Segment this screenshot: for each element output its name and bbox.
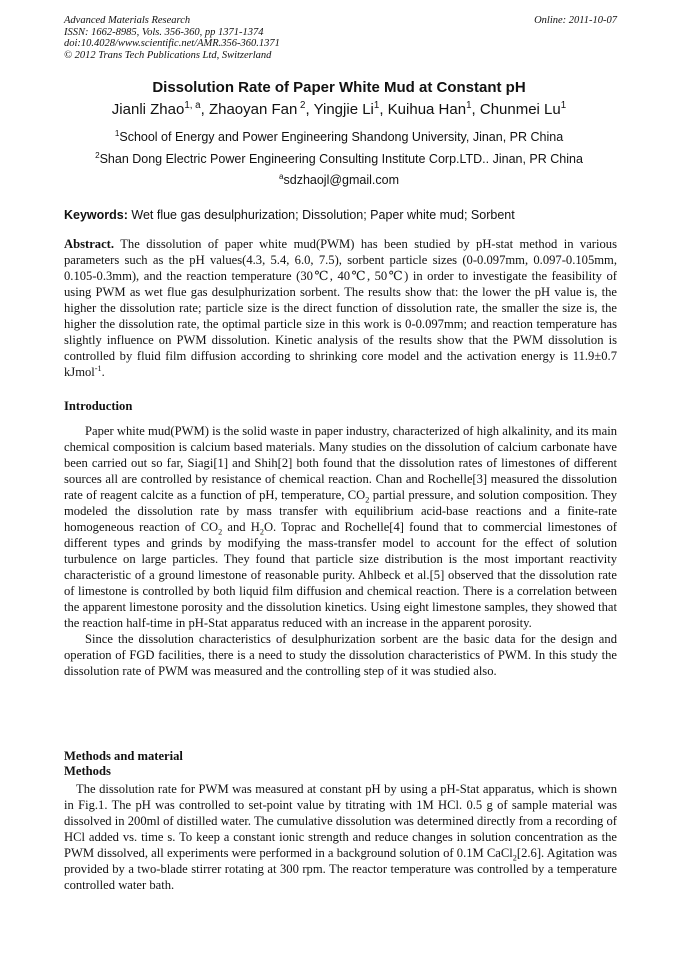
journal-name: Advanced Materials Research: [64, 15, 191, 26]
journal-header: [64, 15, 617, 61]
author-list: Jianli Zhao$^{1, a}$, Zhaoyan Fan $^2$, Yingjie Li$^1$, Kuihua Han$^1$, Chunmei Lu$^1$: [111, 100, 567, 118]
author-name: Yingjie Li: [313, 101, 374, 118]
keywords-label: Keywords:: [64, 208, 128, 222]
methods-heading: Methods: [64, 764, 111, 778]
methods-body: [64, 781, 617, 893]
author-name: Kuihua Han: [387, 101, 467, 118]
abstract: Abstract. The dissolution of paper white mud(PWM) has been studied by pH-stat method in various parameters such as the pH values(4.3, 5.4, 6.0, 7.5), sorbent particle sizes (0-0.097mm, 0.097-0.105mm, 0.105-0.3mm), and the reaction temperature (30℃, 40℃, 50℃) in order to investigate the feasibility of using PWM as wet flue gas desulphurization sorbent. The results show that: the lower the pH value is, the higher the dissolution rate; particle size is the direct function of dissolution rate, the smaller the size is, the higher the dissolution rate, the optimal particle size in this work is 0-0.097mm; and reaction temperature has slightly influence on PWM dissolution. Kinetic analysis of the results show that the PWM dissolution is controlled by fluid film diffusion according to shrinking core model and the activation energy is 11.9±0.7 kJmol$^{-1}$.: [64, 237, 617, 379]
methods-paragraph-1: The dissolution rate for PWM was measured at constant pH by using a pH-Stat apparatus, which is shown in Fig.1. The pH was controlled to set-point value by titrating with 1M HCl. 0.5 g of sample material was dissolved in 200ml of distilled water. The cumulative dissolution was determined directly from a recording of HCl added vs. time s. To keep a constant ionic strength and reduce changes in solution concentration as the PWM dissolved, all experiments were performed in a background solution of 0.1M CaCl$_2$[2.6]. Agitation was provided by a two-blade stirrer rotating at 300 rpm. The reactor temperature was controlled by a temperature controlled water bath.: [64, 782, 617, 892]
author-name: Zhaoyan Fan: [208, 101, 298, 118]
author-email: $^a$sdzhaojl@gmail.com: [278, 171, 400, 187]
author-affiliation-marker: 1, a: [184, 100, 201, 111]
affiliation-2: $^2$Shan Dong Electric Power Engineering Consulting Institute Corp.LTD.. Jinan, PR China: [95, 150, 583, 166]
abstract-label: Abstract.: [64, 237, 115, 251]
author-affiliation-marker: 1: [373, 100, 380, 111]
introduction-paragraph-2: Since the dissolution characteristics of desulphurization sorbent are the basic data for the design and operation of FGD facilities, there is a need to study the dissolution characteristics of PWM. In this study the dissolution rate of PWM was measured and the controlling step of it was studied also.: [64, 632, 617, 678]
author-name: Jianli Zhao: [111, 101, 185, 118]
introduction-body: [64, 423, 617, 679]
author-affiliation-marker: 1: [560, 100, 567, 111]
author-affiliation-marker: 2: [297, 100, 306, 111]
online-date: Online: 2011-10-07: [534, 15, 617, 26]
copyright-line: © 2012 Trans Tech Publications Ltd, Switzerland: [64, 49, 272, 61]
author-name: Chunmei Lu: [479, 101, 561, 118]
abstract-text: The dissolution of paper white mud(PWM) has been studied by pH-stat method in various parameters such as the pH values(4.3, 5.4, 6.0, 7.5), sorbent particle sizes (0-0.097mm, 0.097-0.105mm, 0.105-0.3mm), and the reaction temperature (30℃, 40℃, 50℃) in order to investigate the feasibility of using PWM as wet flue gas desulphurization sorbent. The results show that: the lower the pH value is, the higher the dissolution rate; particle size is the direct function of dissolution rate, the smaller the size is, the higher the dissolution rate, the optimal particle size in this work is 0-0.097mm; and reaction temperature has slightly influence on PWM dissolution. Kinetic analysis of the results show that the PWM dissolution is controlled by fluid film diffusion according to shrinking core model and the activation energy is 11.9±0.7 kJmol: [64, 237, 617, 379]
issn-line: ISSN: 1662-8985, Vols. 356-360, pp 1371-1374: [64, 26, 264, 38]
paper-title: Dissolution Rate of Paper White Mud at Constant pH: [152, 79, 526, 96]
doi-line: doi:10.4028/www.scientific.net/AMR.356-360.1371: [64, 38, 280, 49]
affiliation-1: $^1$School of Energy and Power Engineering Shandong University, Jinan, PR China: [114, 128, 564, 144]
keywords: [64, 207, 617, 223]
author-affiliation-marker: 1: [466, 100, 472, 111]
keywords-text: Wet flue gas desulphurization; Dissolution; Paper white mud; Sorbent: [127, 208, 515, 222]
introduction-heading: Introduction: [64, 399, 133, 413]
methods-material-heading: Methods and material: [64, 749, 183, 763]
introduction-paragraph-1: Paper white mud(PWM) is the solid waste in paper industry, characterized of high alkalinity, and its main chemical composition is calcium based materials. Many studies on the dissolution of calcium carbonate have been carried out so far, Siagi[1] and Shih[2] both found that the dissolution rates of limestones of different sources all are controlled by resistance of chemical reaction. Chan and Rochelle[3] measured the dissolution rate of reagent calcite as a function of pH, temperature, $CO_2$ partial pressure, and solution composition. They modeled the dissolution rate by mass transfer with equilibrium acid-base reactions and a finite-rate homogeneous reaction of $CO_2$ and $H_2O$. Toprac and Rochelle[4] found that to commercial limestones of different types and grinds by modifying the mass-transfer model to account for the effect of solution turbulence on large particles. They found that particle size distribution is the most important reactivity characteristic of a ground limestone of reasonable purity. Ahlbeck et al.[5] observed that the dissolution rate of limestone is controlled by both liquid film diffusion and chemical reaction. There is a correlation between the apparent limestone porosity and the dissolution kinetics. Using eight limestone samples, they showed that the reaction half-time in pH-Stat apparatus reduced with an increase in the apparent porosity.: [64, 424, 617, 630]
